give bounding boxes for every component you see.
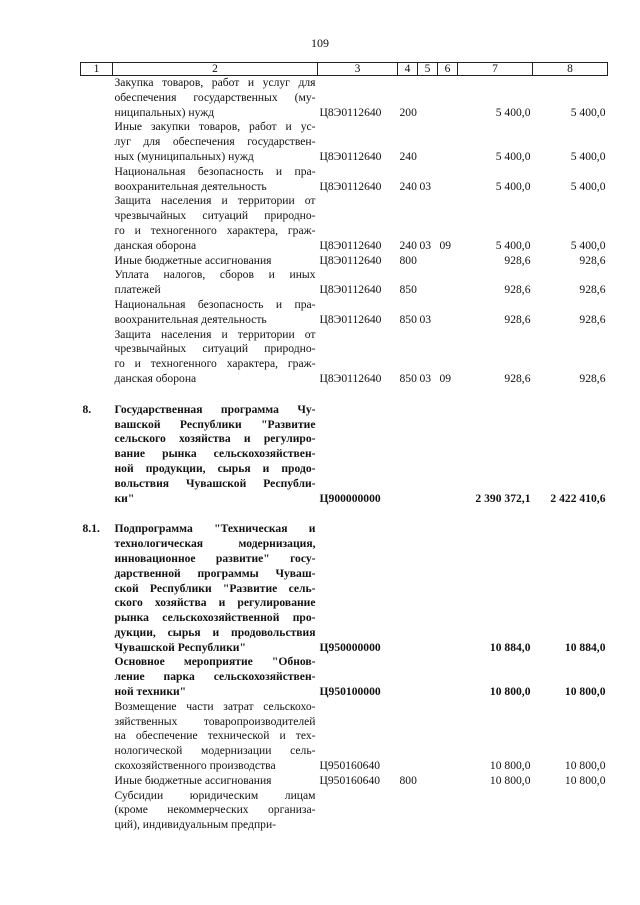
amount-year-2: 10 884,0 <box>564 640 606 654</box>
row-name <box>113 789 318 833</box>
row-name-line: воохранительная деятельность <box>114 312 267 326</box>
amount-year-1: 10 800,0 <box>489 759 531 773</box>
header-cell: 8 <box>533 63 608 76</box>
expense-type-code: 800 <box>399 253 417 267</box>
spacer-row <box>81 387 608 403</box>
row-name-line: (кроме некоммерческих организа- <box>114 803 316 817</box>
table-row <box>81 522 608 655</box>
expense-type-code <box>398 700 418 774</box>
row-name <box>113 298 318 328</box>
section-code: 03 <box>419 371 432 385</box>
expense-type-code: 240 <box>399 179 417 193</box>
target-article-code: Ц8Э0112640 <box>319 179 382 193</box>
row-name-line: Чувашской Республики" <box>114 640 246 654</box>
row-name-line: Основное мероприятие "Обнов- <box>114 655 316 669</box>
amount-year-2: 5 400,0 <box>570 179 606 193</box>
amount-year-1 <box>458 789 533 833</box>
row-name <box>113 655 318 699</box>
spacer-cell <box>81 387 608 403</box>
header-cell: 6 <box>438 63 458 76</box>
target-article-code: Ц8Э0112640 <box>319 253 382 267</box>
expense-type-code: 850 <box>399 312 417 326</box>
target-article-code: Ц900000000 <box>319 491 381 505</box>
expense-type-code <box>398 655 418 699</box>
row-name-line: Национальная безопасность и пра- <box>114 297 316 311</box>
expense-type-code: 850 <box>399 283 417 297</box>
target-article-code: Ц8Э0112640 <box>319 149 382 163</box>
target-article-code: Ц950100000 <box>319 685 381 699</box>
amount-year-2 <box>533 789 608 833</box>
row-name-line: ций), индивидуальным предпри- <box>114 818 277 832</box>
amount-year-2: 10 800,0 <box>564 759 606 773</box>
row-name-line: ской Республики "Развитие сель- <box>114 581 316 595</box>
table-row <box>81 165 608 195</box>
row-name-line: Иные бюджетные ассигнования <box>114 773 272 787</box>
row-name <box>113 700 318 774</box>
row-name-line: обеспечения государственных (му- <box>114 90 316 104</box>
row-name <box>113 76 318 121</box>
row-name-line: вание рынка сельскохозяйствен- <box>114 447 316 461</box>
expense-type-code: 240 <box>399 149 417 163</box>
row-name-line: ление парка сельскохозяйствен- <box>114 670 316 684</box>
amount-year-2: 928,6 <box>579 253 606 267</box>
row-name-line: Иные бюджетные ассигнования <box>114 253 272 267</box>
amount-year-1: 5 400,0 <box>495 149 531 163</box>
section-code <box>418 268 438 298</box>
table-row <box>81 328 608 387</box>
target-article-code: Ц8Э0112640 <box>319 105 382 119</box>
table-row <box>81 254 608 269</box>
row-name-line: вашской Республики "Развитие <box>114 417 316 431</box>
row-name-line: сельского хозяйства и регулиро- <box>114 432 316 446</box>
row-name-line: Иные закупки товаров, работ и ус- <box>114 120 316 134</box>
section-code <box>418 655 438 699</box>
target-article-code: Ц950160640 <box>319 773 381 787</box>
section-code <box>418 522 438 655</box>
row-name <box>113 120 318 164</box>
row-name-line: ной продукции, сырья и продо- <box>114 461 316 475</box>
table-row <box>81 298 608 328</box>
row-number <box>81 700 113 774</box>
row-name-line: скохозяйственного производства <box>114 759 276 773</box>
expense-type-code <box>398 403 418 507</box>
target-article-code: Ц8Э0112640 <box>319 283 382 297</box>
target-article-code: Ц950000000 <box>319 640 381 654</box>
section-code <box>418 403 438 507</box>
amount-year-2: 5 400,0 <box>570 149 606 163</box>
table-row <box>81 268 608 298</box>
expense-type-code: 200 <box>399 105 417 119</box>
row-name-line: Защита населения и территории от <box>114 327 316 341</box>
expense-type-code <box>398 789 418 833</box>
amount-year-2: 5 400,0 <box>570 238 606 252</box>
subsection-code <box>438 774 458 789</box>
row-name-line: нологической модернизации сель- <box>114 744 316 758</box>
row-number <box>81 328 113 387</box>
amount-year-2: 928,6 <box>579 283 606 297</box>
row-number: 8.1. <box>82 522 100 536</box>
row-name <box>113 268 318 298</box>
table-row <box>81 700 608 774</box>
header-cell: 5 <box>418 63 438 76</box>
table-row <box>81 655 608 699</box>
row-number <box>81 268 113 298</box>
budget-table <box>80 62 608 833</box>
row-name <box>113 522 318 655</box>
section-code: 03 <box>419 312 432 326</box>
section-code: 03 <box>419 179 432 193</box>
row-number <box>81 120 113 164</box>
row-name-line: на обеспечение технической и тех- <box>114 729 316 743</box>
target-article-code: Ц8Э0112640 <box>319 371 382 385</box>
amount-year-1: 928,6 <box>504 253 531 267</box>
page-number: 109 <box>311 36 329 50</box>
header-cell: 1 <box>81 63 113 76</box>
target-article-code: Ц8Э0112640 <box>319 312 382 326</box>
header-cell: 4 <box>398 63 418 76</box>
row-name-line: зяйственных товаропроизводителей <box>114 714 316 728</box>
subsection-code <box>438 298 458 328</box>
spacer-row <box>81 506 608 522</box>
section-code <box>418 254 438 269</box>
amount-year-2: 10 800,0 <box>564 773 606 787</box>
subsection-code <box>438 700 458 774</box>
table-row <box>81 789 608 833</box>
subsection-code <box>438 268 458 298</box>
section-code <box>418 789 438 833</box>
row-name-line: Субсидии юридическим лицам <box>114 788 316 802</box>
spacer-cell <box>81 506 608 522</box>
row-name-line: Подпрограмма "Техническая и <box>114 522 316 536</box>
row-name-line: дарственной программы Чуваш- <box>114 566 316 580</box>
header-cell: 2 <box>113 63 318 76</box>
amount-year-1: 10 800,0 <box>489 773 531 787</box>
table-row <box>81 194 608 253</box>
target-article-code: Ц950160640 <box>319 759 381 773</box>
row-number <box>81 774 113 789</box>
row-name-line: вольствия Чувашской Республи- <box>114 476 316 490</box>
header-cell: 7 <box>458 63 533 76</box>
table-row <box>81 120 608 164</box>
expense-type-code: 800 <box>399 773 417 787</box>
amount-year-2: 5 400,0 <box>570 105 606 119</box>
amount-year-2: 928,6 <box>579 312 606 326</box>
amount-year-2: 10 800,0 <box>564 685 606 699</box>
row-name-line: платежей <box>114 283 161 297</box>
row-number <box>81 789 113 833</box>
row-number <box>81 298 113 328</box>
section-code <box>418 774 438 789</box>
row-name-line: Национальная безопасность и пра- <box>114 164 316 178</box>
amount-year-1: 5 400,0 <box>495 179 531 193</box>
table-row <box>81 403 608 507</box>
row-name-line: чрезвычайных ситуаций природно- <box>114 342 316 356</box>
amount-year-1: 5 400,0 <box>495 238 531 252</box>
amount-year-2: 2 422 410,6 <box>550 491 606 505</box>
row-name <box>113 254 318 269</box>
table-body <box>81 76 608 834</box>
row-number: 8. <box>82 402 92 416</box>
amount-year-1: 2 390 372,1 <box>475 491 531 505</box>
subsection-code <box>438 76 458 121</box>
amount-year-1: 928,6 <box>504 371 531 385</box>
amount-year-1: 10 884,0 <box>489 640 531 654</box>
row-name-line: ниципальных) нужд <box>114 105 215 119</box>
row-name-line: рынка сельскохозяйственной про- <box>114 611 316 625</box>
row-name-line: чрезвычайных ситуаций природно- <box>114 209 316 223</box>
header-cell: 3 <box>318 63 398 76</box>
row-name-line: Закупка товаров, работ и услуг для <box>114 76 316 89</box>
target-article-code <box>318 789 398 833</box>
amount-year-1: 5 400,0 <box>495 105 531 119</box>
table-row <box>81 76 608 121</box>
row-number <box>81 194 113 253</box>
row-name-line: Защита населения и территории от <box>114 194 316 208</box>
column-number-header <box>81 63 608 76</box>
row-name-line: ной техники" <box>114 685 187 699</box>
row-name <box>113 165 318 195</box>
row-name-line: технологическая модернизация, <box>114 537 316 551</box>
row-number <box>81 76 113 121</box>
row-name-line: Уплата налогов, сборов и иных <box>114 268 316 282</box>
expense-type-code <box>398 522 418 655</box>
target-article-code: Ц8Э0112640 <box>319 238 382 252</box>
subsection-code <box>438 403 458 507</box>
subsection-code <box>438 789 458 833</box>
row-name-line: Возмещение части затрат сельскохо- <box>114 699 316 713</box>
subsection-code: 09 <box>439 238 452 252</box>
row-name-line: го и техногенного характера, граж- <box>114 357 316 371</box>
amount-year-2: 928,6 <box>579 371 606 385</box>
row-number <box>81 254 113 269</box>
section-code: 03 <box>419 238 432 252</box>
amount-year-1: 928,6 <box>504 312 531 326</box>
row-name-line: инновационное развитие" госу- <box>114 551 316 565</box>
subsection-code <box>438 522 458 655</box>
expense-type-code: 850 <box>399 371 417 385</box>
row-name <box>113 328 318 387</box>
row-name-line: данская оборона <box>114 371 197 385</box>
row-name-line: дукции, сырья и продовольствия <box>114 625 316 639</box>
row-name <box>113 194 318 253</box>
row-name-line: данская оборона <box>114 238 197 252</box>
subsection-code <box>438 254 458 269</box>
row-name-line: ского хозяйства и регулирование <box>114 596 316 610</box>
row-name-line: Государственная программа Чу- <box>114 402 316 416</box>
amount-year-1: 928,6 <box>504 283 531 297</box>
row-name <box>113 403 318 507</box>
row-name-line: ки" <box>114 491 135 505</box>
subsection-code: 09 <box>439 371 452 385</box>
row-name-line: луг для обеспечения государствен- <box>114 135 316 149</box>
row-name-line: ных (муниципальных) нужд <box>114 149 254 163</box>
row-number <box>81 655 113 699</box>
section-code <box>418 700 438 774</box>
subsection-code <box>438 655 458 699</box>
row-name <box>113 774 318 789</box>
row-name-line: воохранительная деятельность <box>114 179 267 193</box>
section-code <box>418 76 438 121</box>
row-number <box>81 165 113 195</box>
amount-year-1: 10 800,0 <box>489 685 531 699</box>
expense-type-code: 240 <box>399 238 417 252</box>
row-name-line: го и техногенного характера, граж- <box>114 223 316 237</box>
subsection-code <box>438 120 458 164</box>
table-row <box>81 774 608 789</box>
section-code <box>418 120 438 164</box>
subsection-code <box>438 165 458 195</box>
